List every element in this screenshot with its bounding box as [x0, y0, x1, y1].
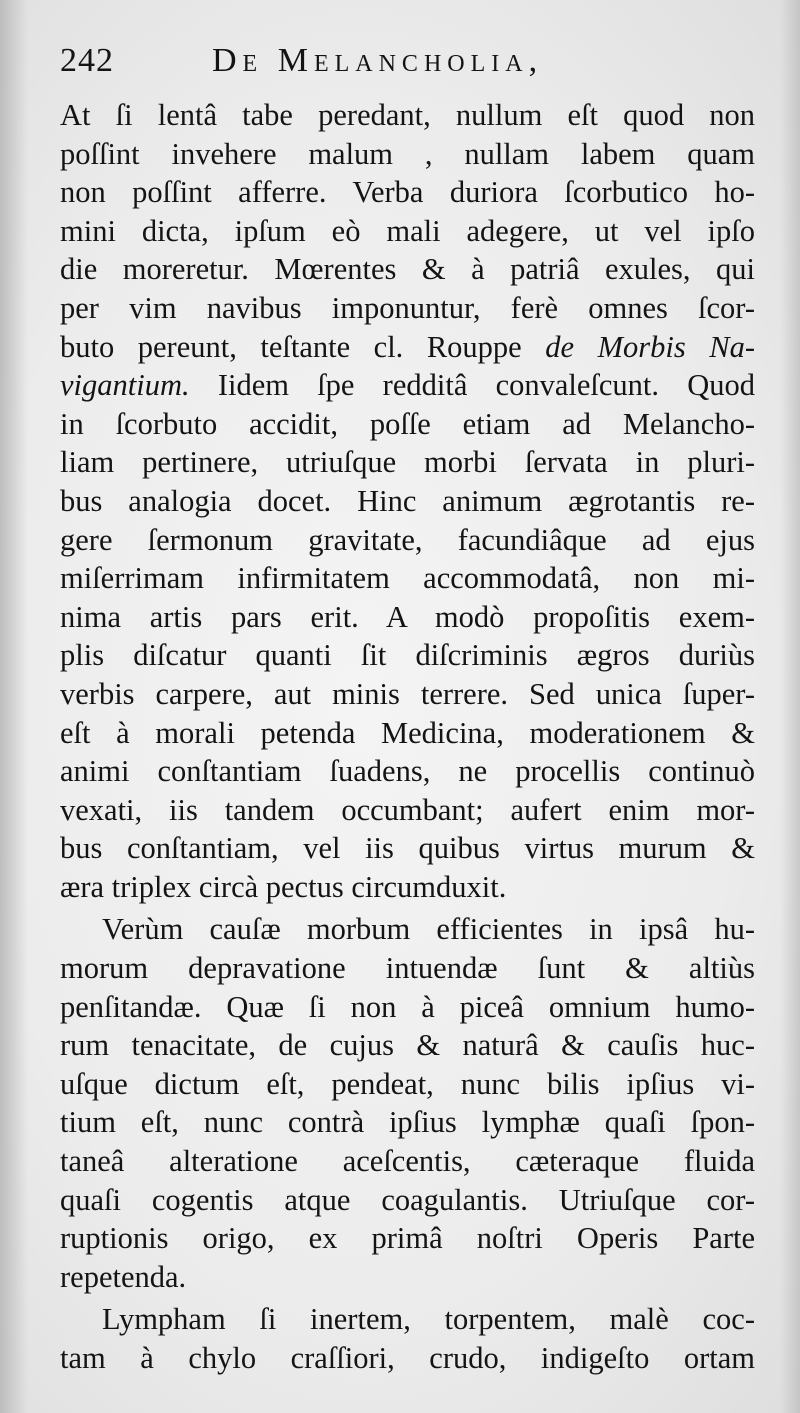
italic-citation-end: vigantium. — [60, 368, 190, 403]
text-line: vexati, iis tandem occumbant; aufert enim mor- — [60, 792, 755, 827]
text-segment: Iidem ſpe redditâ convaleſcunt. Quod — [217, 368, 755, 403]
paragraph-end-line: æra triplex circà pectus circumduxit. — [60, 869, 507, 904]
text-line: poſſint invehere malum , nullam labem quam — [60, 136, 755, 171]
text-line: verbis carpere, aut minis terrere. Sed unica ſuper- — [60, 676, 755, 711]
text-line: ruptionis origo, ex primâ noſtri Operis Parte — [60, 1221, 755, 1256]
paragraph-end-line: repetenda. — [60, 1259, 187, 1294]
text-line: bus analogia docet. Hinc animum ægrotantis re- — [60, 483, 755, 518]
text-line: nima artis pars erit. A modò propoſitis exem- — [60, 599, 755, 634]
text-line: quaſi cogentis atque coagulantis. Utriuſque cor- — [60, 1182, 755, 1217]
text-line: per vim navibus imponuntur, ferè omnes ſcor- — [60, 290, 755, 325]
text-segment: buto pereunt, teſtante cl. Rouppe — [60, 329, 522, 364]
text-line: animi conſtantiam ſuadens, ne procellis continuò — [60, 754, 755, 789]
page-number: 242 — [60, 42, 114, 79]
page-header — [60, 42, 760, 90]
text-line: mini dicta, ipſum eò mali adegere, ut vel ipſo — [60, 213, 755, 248]
running-title: De Melancholia, — [212, 42, 544, 79]
text-line: plis diſcatur quanti ſit diſcriminis ægros duriùs — [60, 638, 755, 673]
text-line: rum tenacitate, de cujus & naturâ & cauſis huc- — [60, 1028, 755, 1063]
text-line: eſt à morali petenda Medicina, moderationem & — [60, 715, 755, 750]
text-line: bus conſtantiam, vel iis quibus virtus murum & — [60, 831, 755, 866]
text-line: non poſſint afferre. Verba duriora ſcorbutico ho- — [60, 175, 755, 210]
text-line-with-italic — [60, 328, 755, 367]
text-line: liam pertinere, utriuſque morbi ſervata in pluri- — [60, 445, 755, 480]
text-line: miſerrimam infirmitatem accommodatâ, non mi- — [60, 561, 755, 596]
italic-citation: de Morbis Na- — [545, 329, 755, 364]
text-line: die moreretur. Mœrentes & à patriâ exules, qui — [60, 252, 755, 287]
text-line: morum depravatione intuendæ ſunt & altiùs — [60, 951, 755, 986]
body-text — [60, 96, 755, 1378]
text-line: in ſcorbuto accidit, poſſe etiam ad Melancho- — [60, 406, 755, 441]
paragraph-start-line: Lympham ſi inertem, torpentem, malè coc- — [102, 1302, 755, 1337]
text-line: tam à chylo craſſiori, crudo, indigeſto ortam — [60, 1341, 755, 1375]
paragraph-start-line: Verùm cauſæ morbum efficientes in ipsâ hu- — [102, 912, 755, 947]
text-line-with-italic — [60, 366, 755, 405]
text-line: tium eſt, nunc contrà ipſius lymphæ quaſi ſpon- — [60, 1105, 755, 1140]
text-line: penſitandæ. Quæ ſi non à piceâ omnium humo- — [60, 989, 755, 1024]
text-line: taneâ alteratione aceſcentis, cæteraque fluida — [60, 1144, 755, 1179]
text-line: At ſi lentâ tabe peredant, nullum eſt quod non — [60, 98, 755, 132]
page-edge-shadow — [780, 0, 800, 1413]
text-line: gere ſermonum gravitate, facundiâque ad ejus — [60, 522, 755, 557]
text-line: uſque dictum eſt, pendeat, nunc bilis ipſius vi- — [60, 1066, 755, 1101]
